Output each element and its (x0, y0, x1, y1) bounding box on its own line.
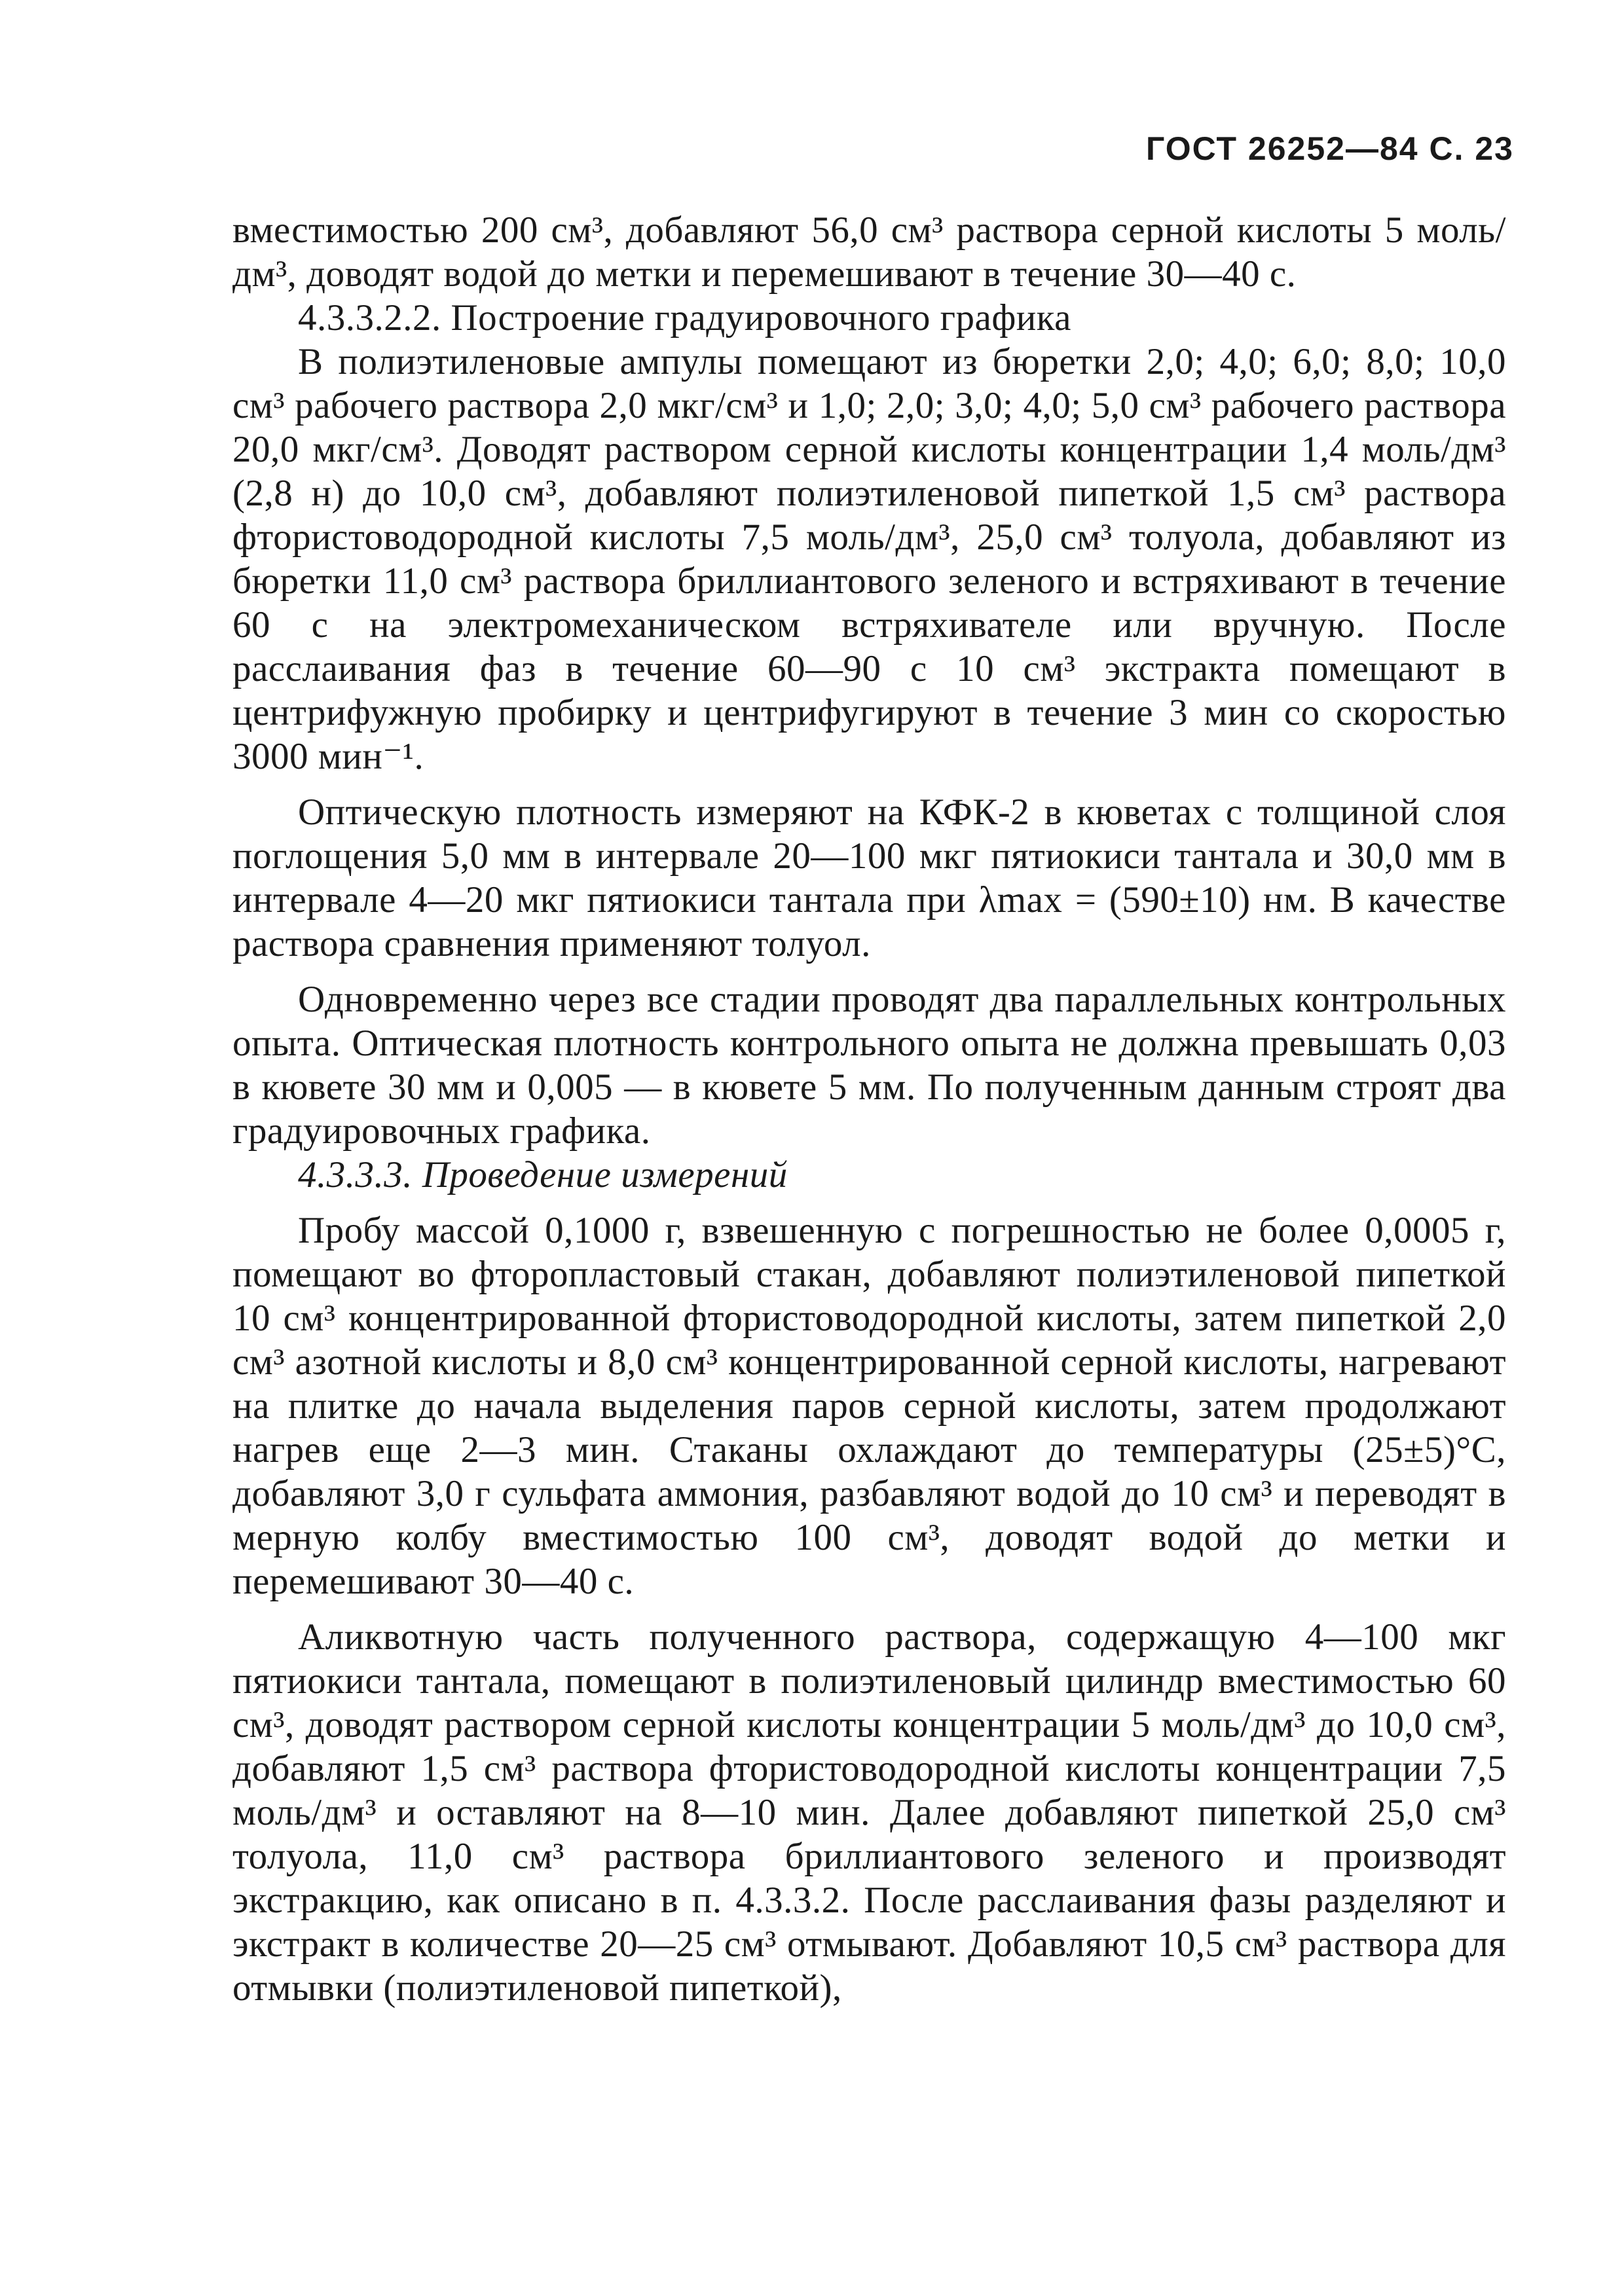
section-heading-4-3-3-2-2: 4.3.3.2.2. Построение градуировочного графика (298, 297, 1071, 338)
page-header (1146, 130, 1514, 168)
paragraph-optical-density: Оптическую плотность измеряют на КФК-2 в кюветах с толщиной слоя поглощения 5,0 мм в интервале 20—100 мкг пятиокиси тантала и 30,0 мм в интервале 4—20 мкг пятиокиси тантала при λmax = (590±10) нм. В качестве раствора сравнения применяют толуол. (232, 792, 1506, 964)
body-text (232, 208, 1506, 2010)
standard-number: ГОСТ 26252—84 (1146, 130, 1419, 167)
section-heading-4-3-3-3: 4.3.3.3. Проведение измерений (298, 1154, 788, 1195)
page-number: С. 23 (1429, 130, 1514, 167)
paragraph-continuation: вместимостью 200 см³, добавляют 56,0 см³ раствора серной кислоты 5 моль/дм³, доводят водой до метки и перемешивают в течение 30—40 с. (232, 210, 1506, 295)
paragraph-aliquot-procedure: Аликвотную часть полученного раствора, содержащую 4—100 мкг пятиокиси тантала, помещают в полиэтиленовый цилиндр вместимостью 60 см³, доводят раствором серной кислоты концентрации 5 моль/дм³ до 10,0 см³, добавляют 1,5 см³ раствора фтористоводородной кислоты концентрации 7,5 моль/дм³ и оставляют на 8—10 мин. Далее добавляют пипеткой 25,0 см³ толуола, 11,0 см³ раствора бриллиантового зеленого и производят экстракцию, как описано в п. 4.3.3.2. После расслаивания фазы разделяют и экстракт в количестве 20—25 см³ отмывают. Добавляют 10,5 см³ раствора для отмывки (полиэтиленовой пипеткой), (232, 1616, 1506, 2009)
paragraph-control-experiments: Одновременно через все стадии проводят два параллельных контрольных опыта. Оптическая плотность контрольного опыта не должна превышать 0,03 в кювете 30 мм и 0,005 — в кювете 5 мм. По полученным данным строят два градуировочных графика. (232, 979, 1506, 1152)
paragraph-sample-preparation: Пробу массой 0,1000 г, взвешенную с погрешностью не более 0,0005 г, помещают во фторопластовый стакан, добавляют полиэтиленовой пипеткой 10 см³ концентрированной фтористоводородной кислоты, затем пипеткой 2,0 см³ азотной кислоты и 8,0 см³ концентрированной серной кислоты, нагревают на плитке до начала выделения паров серной кислоты, затем продолжают нагрев еще 2—3 мин. Стаканы охлаждают до температуры (25±5)°С, добавляют 3,0 г сульфата аммония, разбавляют водой до 10 см³ и переводят в мерную колбу вместимостью 100 см³, доводят водой до метки и перемешивают 30—40 с. (232, 1210, 1506, 1602)
paragraph-calibration-procedure: В полиэтиленовые ампулы помещают из бюретки 2,0; 4,0; 6,0; 8,0; 10,0 см³ рабочего раствора 2,0 мкг/см³ и 1,0; 2,0; 3,0; 4,0; 5,0 см³ рабочего раствора 20,0 мкг/см³. Доводят раствором серной кислоты концентрации 1,4 моль/дм³ (2,8 н) до 10,0 см³, добавляют полиэтиленовой пипеткой 1,5 см³ раствора фтористоводородной кислоты 7,5 моль/дм³, 25,0 см³ толуола, добавляют из бюретки 11,0 см³ раствора бриллиантового зеленого и встряхивают в течение 60 с на электромеханическом встряхивателе или вручную. После расслаивания фаз в течение 60—90 с 10 см³ экстракта помещают в центрифужную пробирку и центрифугируют в течение 3 мин со скоростью 3000 мин⁻¹. (232, 341, 1506, 777)
